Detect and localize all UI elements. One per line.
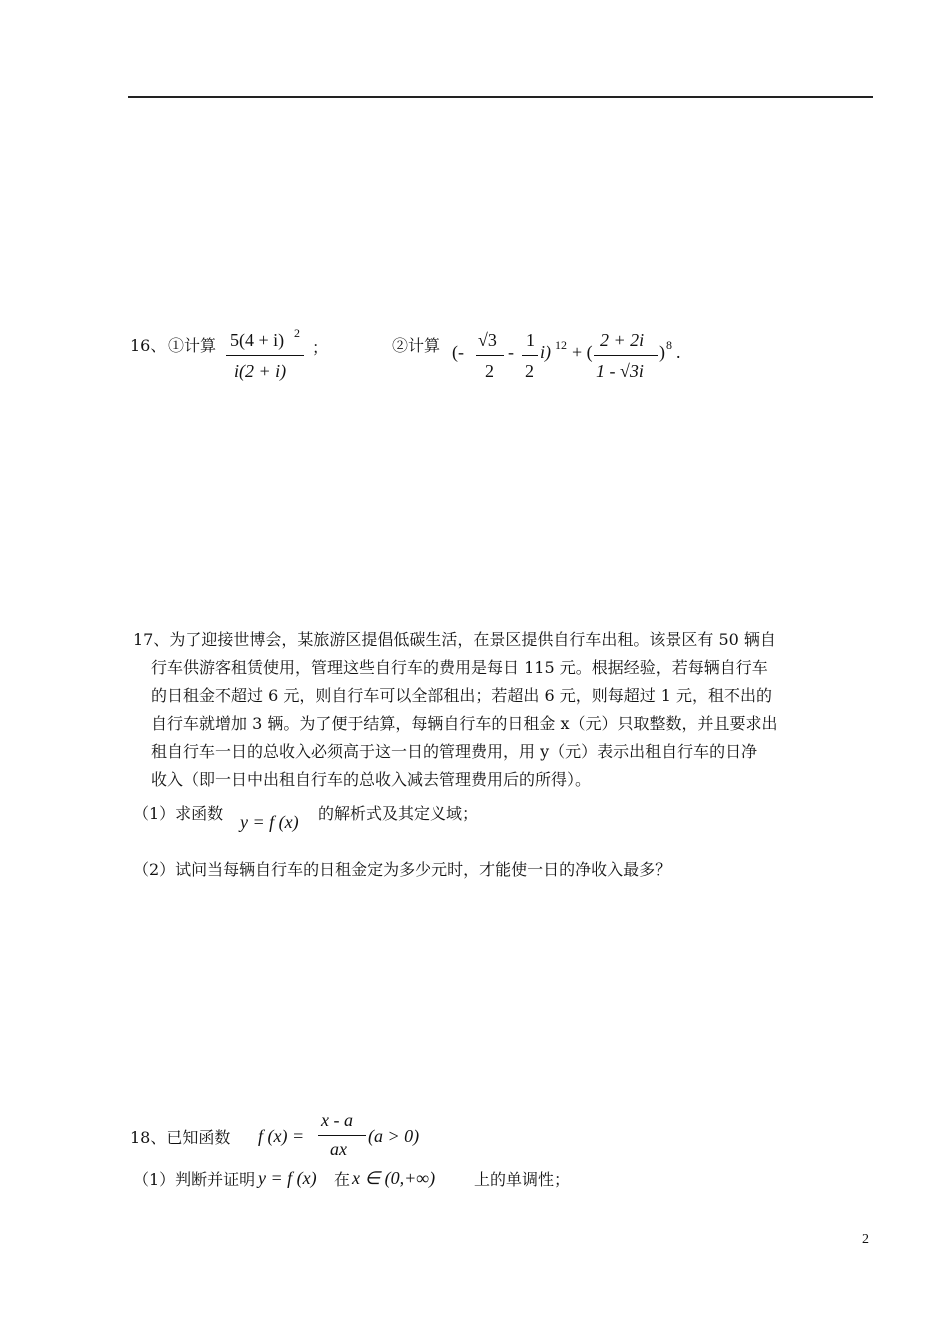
- fraction-bar: [318, 1135, 366, 1136]
- fraction-bar: [594, 355, 658, 356]
- q16-part2-exp12: 12: [555, 338, 567, 352]
- q16-part2-minus: -: [508, 342, 514, 362]
- q18-sub1-domain: x ∈ (0,+∞): [352, 1168, 436, 1188]
- q16-part2-frac-a: [476, 326, 504, 386]
- q16-part2-numerator: 2 + 2i: [600, 330, 645, 350]
- fraction-bar: [226, 355, 304, 356]
- q16-part1-fraction: [226, 326, 304, 386]
- q16-part1-exponent: 2: [294, 326, 300, 340]
- q16-part1-numerator: 5(4 + i): [230, 330, 285, 350]
- q16-part2-exp8: 8: [666, 338, 672, 352]
- q16-part2-close: ): [659, 342, 665, 362]
- q18-condition: (a > 0): [368, 1126, 420, 1146]
- q17-sub2: （2）试问当每辆自行车的日租金定为多少元时，才能使一日的净收入最多？: [133, 860, 672, 879]
- q18-sub1-label: （1）判断并证明: [133, 1170, 256, 1189]
- q17-sub1-formula: y = f (x): [240, 812, 299, 832]
- q16-part2-sqrt3: √3: [478, 330, 497, 350]
- q16-part2-frac-c: [594, 326, 658, 386]
- q16-part2-label: ②计算: [392, 336, 441, 355]
- q16-part2-denominator: 1 - √3i: [596, 361, 644, 381]
- q18-numerator: x - a: [321, 1110, 353, 1130]
- q18-sub1-function: y = f (x): [258, 1168, 317, 1188]
- q16-part2-end: .: [676, 342, 681, 362]
- q16-separator: ；: [312, 338, 329, 357]
- q16-part2-plus: + (: [572, 342, 593, 362]
- q18-denominator: ax: [330, 1139, 347, 1159]
- q16-part2-open: (-: [452, 342, 464, 362]
- q18-fx: f (x) =: [258, 1126, 305, 1146]
- q16-part2-frac-b: [522, 326, 538, 386]
- fraction-bar: [522, 355, 538, 356]
- q18-sub1-mid: 在: [334, 1170, 351, 1189]
- q18-fraction: [318, 1110, 366, 1164]
- q17-line: 17、为了迎接世博会，某旅游区提倡低碳生活，在景区提供自行车出租。该景区有 50 辆自: [133, 630, 776, 649]
- q17-sub1-tail: 的解析式及其定义域；: [318, 804, 479, 823]
- q16-part1-label: ①计算: [168, 336, 217, 355]
- q17-line: 的日租金不超过 6 元，则自行车可以全部租出；若超出 6 元，则每超过 1 元，租不出的: [151, 686, 773, 705]
- header-rule: [128, 96, 873, 98]
- q17-line: 租自行车一日的总收入必须高于这一日的管理费用，用 y（元）表示出租自行车的日净: [151, 742, 758, 761]
- q18-label: 18、已知函数: [130, 1128, 231, 1147]
- q17-line: 自行车就增加 3 辆。为了便于结算，每辆自行车的日租金 x（元）只取整数，并且要求出: [151, 714, 778, 733]
- q16-part2-two-b: 2: [525, 361, 534, 381]
- q16-part2-i-close: i): [540, 342, 551, 362]
- q16-part2-two: 2: [485, 361, 494, 381]
- q16-part2-one: 1: [526, 330, 535, 350]
- q17-line: 行车供游客租赁使用，管理这些自行车的费用是每日 115 元。根据经验，若每辆自行车: [151, 658, 768, 677]
- q17-sub1-label: （1）求函数: [133, 804, 224, 823]
- fraction-bar: [476, 355, 504, 356]
- q17-line: 收入（即一日中出租自行车的总收入减去管理费用后的所得）。: [151, 770, 592, 789]
- q18-sub1-tail: 上的单调性；: [474, 1170, 571, 1189]
- q16-part1-denominator: i(2 + i): [234, 361, 287, 381]
- question-17: [133, 626, 863, 794]
- q16-number: 16、: [130, 336, 167, 355]
- page-number: 2: [862, 1232, 869, 1247]
